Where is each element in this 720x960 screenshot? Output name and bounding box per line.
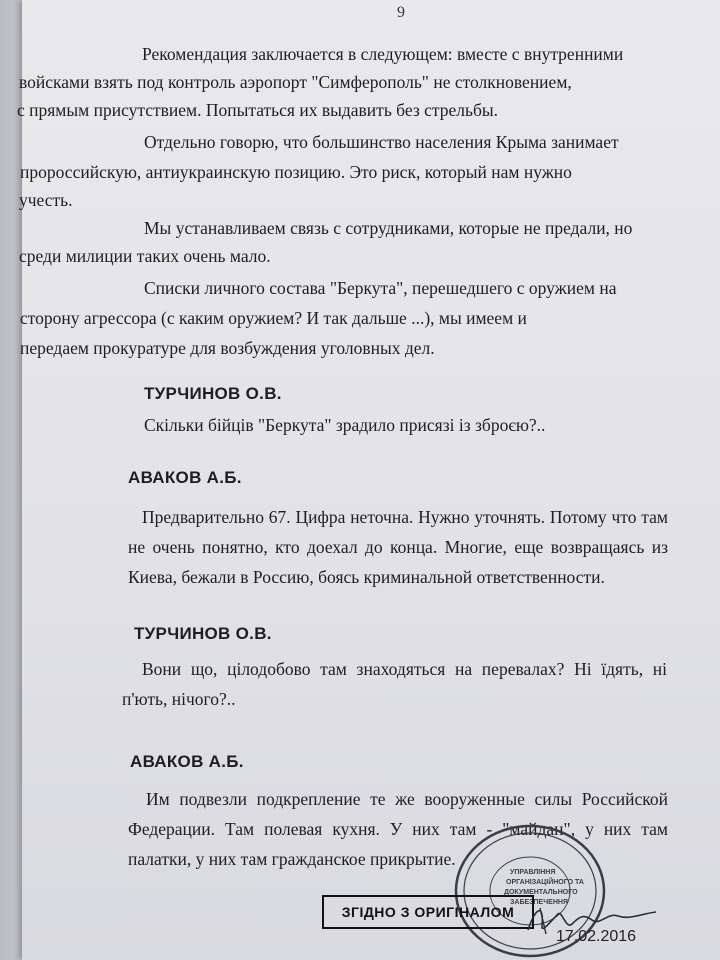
svg-text:ДОКУМЕНТАЛЬНОГО: ДОКУМЕНТАЛЬНОГО (504, 889, 578, 896)
paragraph-line: пророссийскую, антиукраинскую позицию. Это риск, который нам нужно (20, 162, 572, 182)
paragraph-line: Списки личного состава "Беркута", перешедшего с оружием на (144, 278, 617, 298)
paragraph-line: войсками взять под контроль аэропорт "Симферополь" не столкновением, (19, 72, 572, 92)
document-page (17, 0, 720, 960)
paragraph-line: с прямым присутствием. Попытаться их выдавить без стрельбы. (17, 100, 499, 120)
speaker-name: АВАКОВ А.Б. (128, 468, 242, 487)
paragraph-line: Мы устанавливаем связь с сотрудниками, которые не предали, но (144, 218, 633, 238)
speaker-name: ТУРЧИНОВ О.В. (134, 624, 272, 643)
svg-text:ОРГАНІЗАЦІЙНОГО ТА: ОРГАНІЗАЦІЙНОГО ТА (506, 879, 584, 886)
certified-copy-stamp: ЗГІДНО З ОРИГІНАЛОМ (322, 895, 534, 929)
speech-text: Скільки бійців "Беркута" зрадило присязі із зброєю?.. (144, 415, 546, 435)
page-number: 9 (397, 4, 405, 21)
paragraph-line: Рекомендация заключается в следующем: вместе с внутренними (142, 44, 624, 64)
paragraph-line: сторону агрессора (с каким оружием? И так дальше ...), мы имеем и (20, 308, 527, 328)
speech-text: Вони що, цілодобово там знаходяться на перевалах? Ні їдять, ні п'ють, нічого?.. (122, 659, 667, 709)
speaker-name: ТУРЧИНОВ О.В. (144, 384, 282, 403)
speech-text: Предварительно 67. Цифра неточна. Нужно уточнять. Потому что там не очень понятно, кто доехал до конца. Многие, еще возвращаясь из Киева, бежали в Россию, боясь криминальной ответственности. (128, 507, 668, 587)
speaker-name: АВАКОВ А.Б. (130, 752, 244, 771)
svg-text:ЗАБЕЗПЕЧЕННЯ: ЗАБЕЗПЕЧЕННЯ (510, 899, 568, 906)
paragraph-line: передаем прокуратуре для возбуждения уголовных дел. (20, 338, 435, 358)
paragraph-line: среди милиции таких очень мало. (19, 246, 271, 266)
paragraph-line: учесть. (19, 190, 73, 210)
svg-text:УПРАВЛІННЯ: УПРАВЛІННЯ (510, 869, 556, 876)
paragraph-line: Отдельно говорю, что большинство населения Крыма занимает (144, 132, 619, 152)
certification-date: 17.02.2016 (556, 928, 637, 945)
speech-text: Им подвезли подкрепление те же вооруженные силы Российской Федерации. Там полевая кухня. У них там - "майдан", у них там палатки, у них там гражданское прикрытие. (128, 789, 668, 869)
